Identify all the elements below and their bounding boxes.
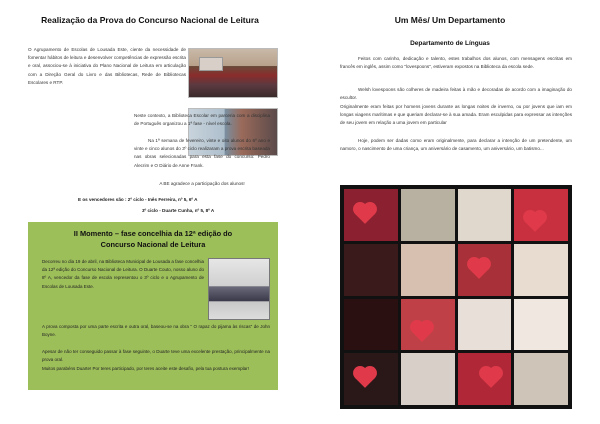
contest-participant-photo xyxy=(208,258,270,320)
box-paragraph: A prova composta por uma parte escrita e outra oral, baseou-se na obra " O rapaz do pijama às riscas" de John Boyne. xyxy=(42,324,270,338)
collage-photo xyxy=(458,244,512,296)
collage-photo xyxy=(514,189,568,241)
article-paragraph: O Agrupamento de Escolas de Lousada Este, ciente da necessidade de fomentar hábitos de leitura e desenvolver competências de expressão escrita e oral, associou-se à iniciativa do Plano Nacional de Leitura em articulação com a Direção Geral do Livro e das Bibliotecas, Rede de Bibliotecas Escolares e RTP. xyxy=(28,47,186,85)
heart-icon xyxy=(355,204,375,224)
collage-photo xyxy=(401,189,455,241)
highlight-box xyxy=(28,222,278,390)
box-paragraph: Apesar de não ter conseguido passar à fase seguinte, o Duarte teve uma excelente prestação, principalmente na prova oral. xyxy=(42,349,270,363)
winners-line: 3º ciclo - Duarte Cunha, nº 5, 8º A xyxy=(142,208,215,213)
valentine-works-collage xyxy=(340,185,572,409)
box-title: II Momento – fase concelhia da 12ª edição do Concurso Nacional de Leitura xyxy=(73,229,233,249)
collage-photo xyxy=(344,244,398,296)
collage-photo xyxy=(401,244,455,296)
article-paragraph: Neste contexto, a Biblioteca Escolar em parceria com a disciplina de Português organizou a 1ª fase - nível escola. xyxy=(134,113,270,127)
heart-icon xyxy=(412,322,432,342)
collage-photo xyxy=(401,353,455,405)
collage-photo xyxy=(458,353,512,405)
section-title: Um Mês/ Um Departamento xyxy=(394,15,506,25)
winners-line: E os vencedores são : 2º ciclo - Inês Ferreira, nº 5, 6º A xyxy=(78,197,198,202)
article-paragraph: Welsh lovespoons são colheres de madeira feitas à mão e decoradas de acordo com a imaginação do escultor. xyxy=(340,87,572,101)
heart-icon xyxy=(355,368,375,388)
collage-photo xyxy=(344,189,398,241)
article-paragraph: A BE agradece a participação dos alunos! xyxy=(159,181,245,186)
collage-photo xyxy=(344,299,398,351)
heart-icon xyxy=(469,259,489,279)
right-page xyxy=(300,0,600,424)
collage-photo xyxy=(458,299,512,351)
collage-photo xyxy=(344,353,398,405)
box-paragraph: Decorreu no dia 19 de abril, na Biblioteca Municipal de Lousada a fase concelhia da 12ª edição do Concurso Nacional de Leitura. O Duarte Couto, nosso aluno do 8º A, vencedor da fase de escola representou o 3º ciclo e o Agrupamento de Escolas de Lousada Este. xyxy=(42,259,204,289)
box-paragraph: Muitos parabéns Duarte! Por teres participado, por teres aceite este desafio, pela tua postura exemplar! xyxy=(42,366,249,371)
article-title: Realização da Prova do Concurso Nacional de Leitura xyxy=(41,15,259,25)
article-paragraph: Na 1ª semana de fevereiro, vinte e oito alunos do 6º ano e vinte e cinco alunos do 3º ciclo realizaram a prova escrita baseada nas obras selecionadas para esta fase do concurso: Pedro Alecrim e O Diário de Anne Frank. xyxy=(134,138,270,168)
collage-photo xyxy=(401,299,455,351)
collage-photo xyxy=(514,353,568,405)
heart-icon xyxy=(525,212,545,232)
collage-photo xyxy=(514,244,568,296)
department-subtitle: Departamento de Línguas xyxy=(410,40,490,47)
heart-icon xyxy=(481,368,501,388)
article-paragraph: Feitos com carinho, dedicação e talento, estes trabalhos dos alunos, com mensagens escritas em francês em inglês, assim como "lovespoons", estiveram expostos na Biblioteca da escola sede. xyxy=(340,56,572,70)
reading-contest-photo xyxy=(188,48,278,98)
collage-photo xyxy=(458,189,512,241)
collage-photo xyxy=(514,299,568,351)
article-paragraph: Originalmente eram feitas por homens jovens durante as longas noites de inverno, ou por jovens que iam em longas viagens marítimas e que queriam declarar-se à sua amada. Eram esculpidas para expressar as intenções de seu jovem em relação a uma jovem em particular xyxy=(340,104,572,126)
article-paragraph: Hoje, podem ser dadas como eram originalmente, para declarar a intenção de um pretendente, um namoro, o nascimento de uma criança, um aniversário de casamento, um aniversário, um batismo... xyxy=(340,138,572,152)
